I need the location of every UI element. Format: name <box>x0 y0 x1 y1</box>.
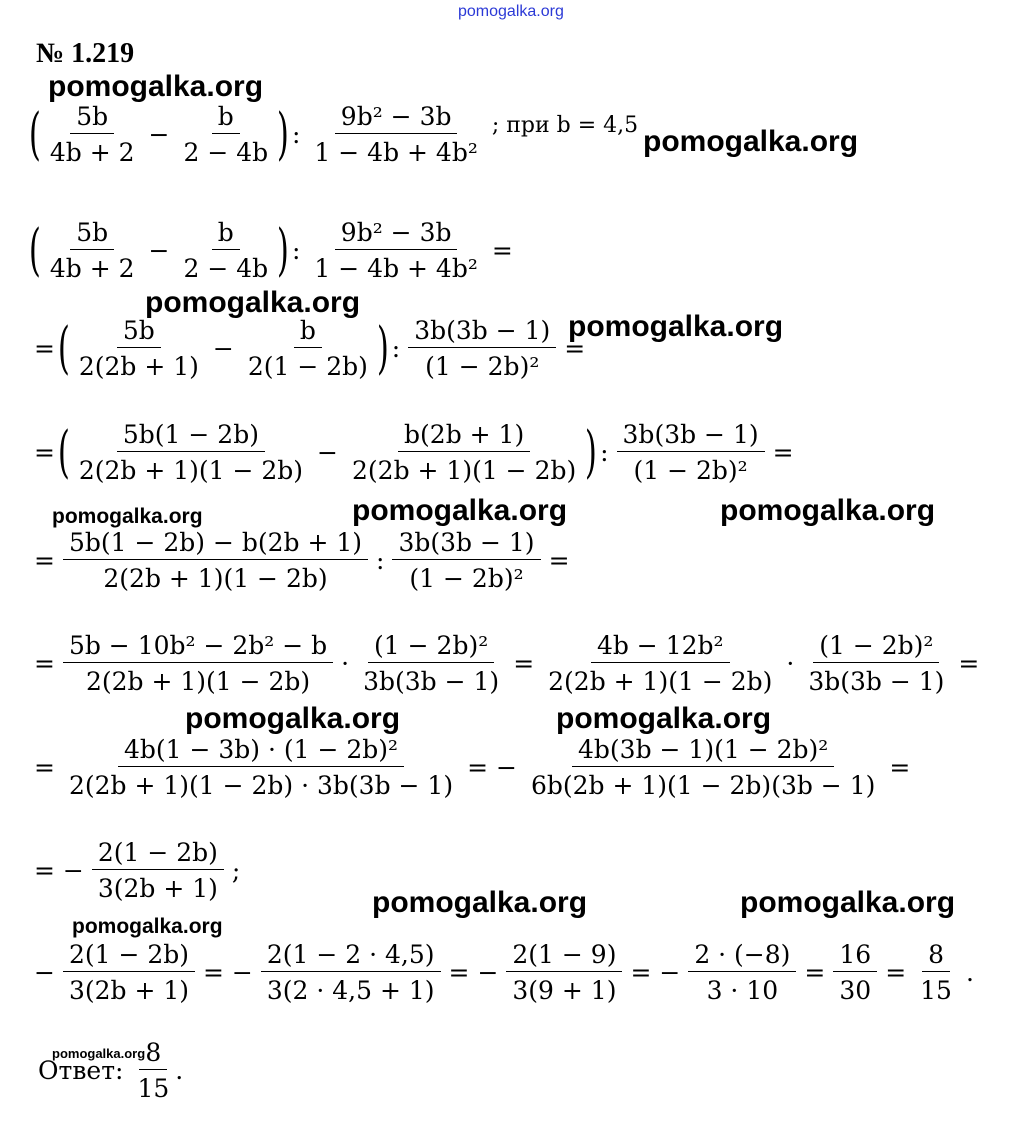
solution-line-5 <box>30 633 983 694</box>
operator: : <box>600 438 609 467</box>
answer-label: Ответ: <box>38 1056 124 1085</box>
fraction-denominator: 1 − 4b + 4b² <box>314 254 478 283</box>
fraction-numerator: 9b² − 3b <box>335 104 458 134</box>
fraction-denominator: 2(2b + 1)(1 − 2b) <box>548 667 773 696</box>
watermark: pomogalka.org <box>52 505 203 528</box>
operator: = <box>491 236 513 265</box>
fraction-numerator: 3b(3b − 1) <box>392 530 540 560</box>
operator: · <box>786 649 795 678</box>
fraction-numerator: (1 − 2b)² <box>813 633 939 663</box>
operator: = <box>564 334 586 363</box>
operator: = <box>885 958 907 987</box>
fraction-denominator: 3 · 10 <box>706 976 779 1005</box>
operator: = − <box>448 958 499 987</box>
fraction-denominator: 2 − 4b <box>183 138 269 167</box>
fraction-denominator: 30 <box>839 976 872 1005</box>
operator: = <box>958 649 980 678</box>
fraction-denominator: 2(2b + 1)(1 − 2b) <box>85 667 311 696</box>
operator: = <box>34 649 55 678</box>
watermark: pomogalka.org <box>568 310 784 343</box>
operator: = <box>889 753 911 782</box>
fraction-numerator: 5b <box>70 220 114 250</box>
fraction-numerator: 16 <box>833 942 877 972</box>
watermark: pomogalka.org <box>372 886 588 919</box>
operator: − <box>148 236 170 265</box>
solution-line-3: = ( $\frac{5b(1 - 2b)}{2(2b + 1)(1 - 2b)}$ − $\frac{b(2b + 1)}{2(2b + 1)(1 - 2b)}$ ) : $\frac{3b(3b - 1)}{\text{(1 − 2b)²}}$ = <box>30 422 798 483</box>
fraction-numerator: 9b² − 3b <box>335 220 458 250</box>
fraction-denominator: 2(2b + 1)(1 − 2b) <box>352 456 577 485</box>
fraction-numerator: 5b(1 − 2b) <box>117 422 265 452</box>
condition-value: ; при b = 4,5 <box>491 112 639 138</box>
watermark: pomogalka.org <box>556 702 772 735</box>
fraction-numerator: b <box>294 318 322 348</box>
watermark: pomogalka.org <box>72 915 223 938</box>
operator: · <box>341 649 350 678</box>
watermark: pomogalka.org <box>185 702 401 735</box>
operator: − <box>34 958 55 987</box>
fraction-numerator: 3b(3b − 1) <box>617 422 765 452</box>
fraction-numerator: b <box>212 104 240 134</box>
fraction-denominator: (1 − 2b)² <box>425 352 540 381</box>
operator: : <box>291 236 301 265</box>
operator: = <box>772 438 794 467</box>
fraction-numerator: 2(1 − 2b) <box>92 840 224 870</box>
operator: − <box>148 120 170 149</box>
fraction-denominator: 15 <box>137 1074 170 1103</box>
solution-line-6 <box>30 737 914 798</box>
operator: = − <box>467 753 517 782</box>
fraction-denominator: 4b + 2 <box>49 138 135 167</box>
fraction-denominator: 4b + 2 <box>49 254 135 283</box>
operator: − <box>317 438 338 467</box>
operator: = − <box>34 856 84 885</box>
operator: . <box>965 958 974 987</box>
fraction-denominator: 2(1 − 2b) <box>247 352 368 381</box>
solution-line-8 <box>30 942 978 1003</box>
fraction-denominator: (1 − 2b)² <box>633 456 748 485</box>
operator: = <box>34 334 55 363</box>
fraction-numerator: 8 <box>139 1040 167 1070</box>
fraction-numerator: 2 · (−8) <box>688 942 796 972</box>
operator: . <box>175 1056 184 1085</box>
fraction-denominator: 3b(3b − 1) <box>808 667 945 696</box>
solution-line-7 <box>30 840 244 901</box>
fraction-numerator: (1 − 2b)² <box>368 633 494 663</box>
watermark: pomogalka.org <box>52 1046 146 1061</box>
fraction-denominator: 3b(3b − 1) <box>363 667 500 696</box>
fraction-denominator: 2(2b + 1) <box>78 352 199 381</box>
fraction-numerator: 5b <box>70 104 114 134</box>
fraction-denominator: 6b(2b + 1)(1 − 2b)(3b − 1) <box>530 771 876 800</box>
fraction-denominator: 3(2 · 4,5 + 1) <box>266 976 435 1005</box>
condition-line: ( $\frac{5b}{4b + 2}$ − $\frac{b}{2 - 4b}$ ) : $\frac{\text{9b² − 3b}}{\text{1 − 4b + 4b²}}$ ; при b = 4,5 <box>30 104 642 165</box>
fraction-denominator: 2(2b + 1)(1 − 2b) <box>78 456 304 485</box>
operator: ; <box>231 856 241 885</box>
problem-number: № 1.219 <box>36 38 135 69</box>
fraction-numerator: 5b − 10b² − 2b² − b <box>63 633 333 663</box>
fraction-denominator: 3(2b + 1) <box>97 874 218 903</box>
fraction-numerator: 5b <box>117 318 161 348</box>
operator: = <box>34 438 55 467</box>
fraction-numerator: 2(1 − 9) <box>506 942 622 972</box>
fraction-denominator: (1 − 2b)² <box>409 564 524 593</box>
watermark: pomogalka.org <box>352 494 568 527</box>
fraction-denominator: 15 <box>920 976 952 1005</box>
solution-line-4 <box>30 530 574 591</box>
watermark: pomogalka.org <box>740 886 956 919</box>
watermark: pomogalka.org <box>48 70 264 103</box>
operator: = <box>804 958 826 987</box>
operator: : <box>291 120 301 149</box>
solution-line-1: ( $\frac{5b}{4b + 2}$ − $\frac{b}{2 - 4b}$ ) : $\frac{\text{9b² − 3b}}{\text{1 − 4b + 4b²}}$ = <box>30 220 517 281</box>
fraction-numerator: b(2b + 1) <box>398 422 530 452</box>
fraction-numerator: b <box>212 220 240 250</box>
fraction-numerator: 4b(1 − 3b) · (1 − 2b)² <box>118 737 404 767</box>
watermark: pomogalka.org <box>145 286 361 319</box>
operator: = <box>34 753 55 782</box>
fraction-numerator: 4b − 12b² <box>591 633 730 663</box>
operator: : <box>376 546 385 575</box>
top-watermark: pomogalka.org <box>458 3 564 20</box>
solution-line-2: = ( $\frac{5b}{2(2b + 1)}$ − $\frac{b}{2(1 - 2b)}$ ) : $\frac{3b(3b - 1)}{\text{(1 − 2b)²}}$ = <box>30 318 589 379</box>
operator: = <box>548 546 570 575</box>
answer-line <box>34 1040 187 1101</box>
fraction-denominator: 3(2b + 1) <box>68 976 190 1005</box>
fraction-numerator: 3b(3b − 1) <box>408 318 556 348</box>
watermark: pomogalka.org <box>643 125 859 158</box>
fraction-numerator: 4b(3b − 1)(1 − 2b)² <box>572 737 834 767</box>
fraction-denominator: 2(2b + 1)(1 − 2b) <box>103 564 328 593</box>
operator: = − <box>203 958 253 987</box>
operator: = <box>34 546 55 575</box>
fraction-numerator: 2(1 − 2b) <box>63 942 195 972</box>
operator: = − <box>630 958 681 987</box>
fraction-denominator: 3(9 + 1) <box>512 976 617 1005</box>
watermark: pomogalka.org <box>720 494 936 527</box>
fraction-denominator: 2 − 4b <box>183 254 269 283</box>
operator: : <box>391 334 401 363</box>
operator: − <box>212 334 234 363</box>
fraction-numerator: 2(1 − 2 · 4,5) <box>261 942 441 972</box>
fraction-numerator: 8 <box>922 942 950 972</box>
fraction-numerator: 5b(1 − 2b) − b(2b + 1) <box>63 530 368 560</box>
operator: = <box>513 649 535 678</box>
fraction-denominator: 2(2b + 1)(1 − 2b) · 3b(3b − 1) <box>68 771 454 800</box>
fraction-denominator: 1 − 4b + 4b² <box>314 138 478 167</box>
